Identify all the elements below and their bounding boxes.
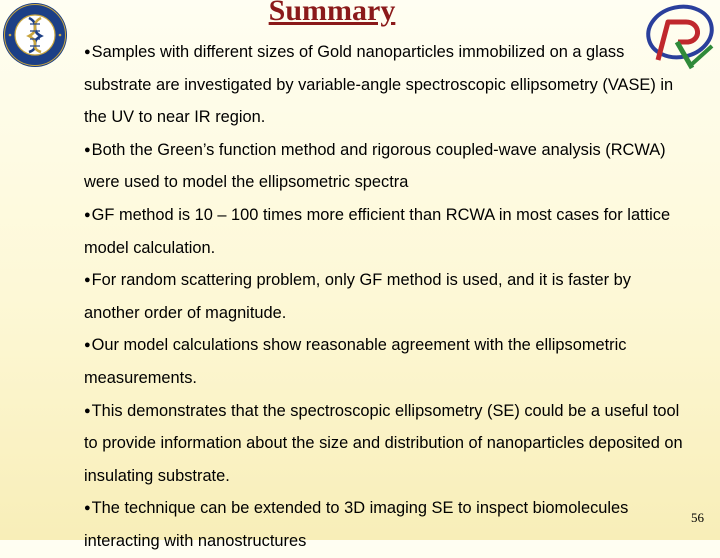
bullet-text: This demonstrates that the spectroscopic ellipsometry (SE) could be a useful tool to provide information about the size and distribution of nanoparticles deposited on insulating substrate.: [84, 401, 683, 485]
bullet-icon: ●: [84, 339, 91, 352]
bullet-icon: ●: [84, 208, 91, 221]
page-number: 56: [691, 510, 704, 525]
bullet-text: GF method is 10 – 100 times more efficient than RCWA in most cases for lattice model calculation.: [84, 205, 671, 257]
slide-title: Summary: [268, 0, 396, 27]
bullet-icon: ●: [84, 404, 91, 417]
bullet-item: [84, 492, 684, 557]
bullet-icon: ●: [84, 143, 91, 156]
bullet-text: Both the Green’s function method and rigorous coupled-wave analysis (RCWA) were used to model the ellipsometric spectra: [84, 140, 666, 192]
bullet-item: [84, 36, 684, 134]
bullet-item: [84, 329, 684, 394]
bullet-text: For random scattering problem, only GF method is used, and it is faster by another order of magnitude.: [84, 271, 631, 322]
bullet-item: [84, 134, 684, 199]
bullet-text: The technique can be extended to 3D imaging SE to inspect biomolecules interacting with nanostructures: [84, 499, 629, 550]
bullet-text: Samples with different sizes of Gold nanoparticles immobilized on a glass substrate are investigated by variable-angle spectroscopic ellipsometry (VASE) in the UV to near IR region.: [84, 43, 674, 127]
bullet-item: [84, 395, 684, 493]
bullet-icon: ●: [84, 502, 91, 515]
bullet-icon: ●: [84, 274, 91, 287]
bullet-icon: ●: [84, 46, 91, 58]
bullet-item: [84, 264, 684, 329]
bullet-text: Our model calculations show reasonable agreement with the ellipsometric measurements.: [84, 336, 627, 387]
bullet-item: [84, 199, 684, 264]
bullet-list: [84, 36, 684, 558]
